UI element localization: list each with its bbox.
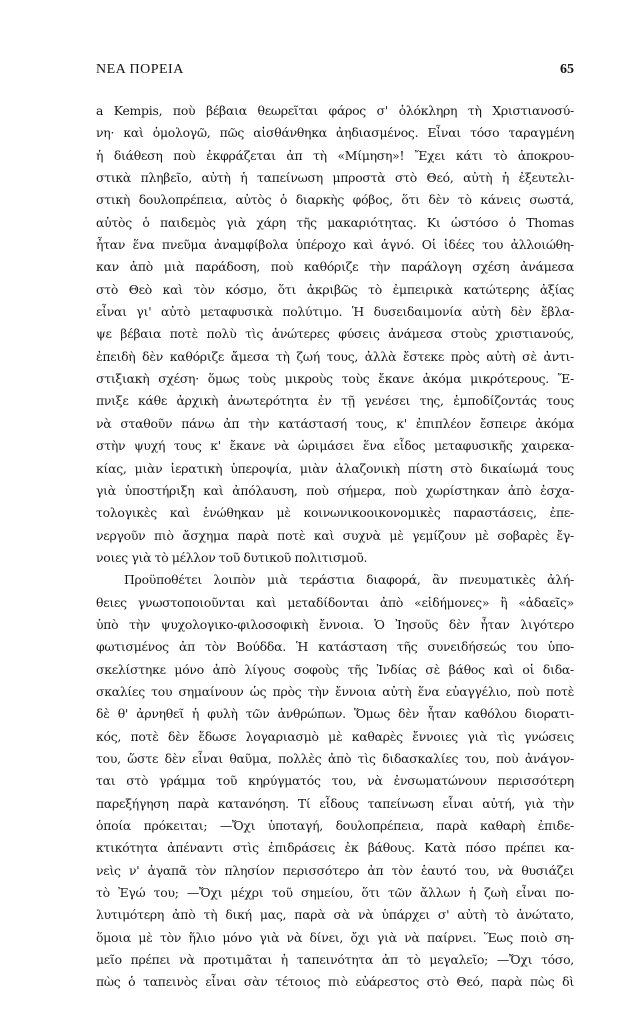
text-line: παρεξήγηση παρὰ κατανόηση. Τί εἶδους ταπείνωση εἶναι αὐτή, γιὰ τὴν	[96, 795, 574, 811]
text-line: νοιες γιὰ τὸ μέλλον τοῦ δυτικοῦ πολιτισμοῦ.	[96, 549, 368, 565]
text-line: πὼς ὁ ταπεινὸς εἶναι σὰν τέτοιος πιὸ εὐάρεστος στὸ Θεό, παρὰ πὼς δὶ	[96, 974, 574, 990]
text-line: τὸ Ἐγώ του; —Ὄχι μέχρι τοῦ σημείου, ὅτι τῶν ἄλλων ἡ ζωὴ εἶναι πο-	[96, 885, 574, 901]
text-line: στιξιακὴ σχέση· ὅμως τοὺς μικροὺς τοὺς ἔκανε ἀκόμα μικρότερους. Ἔ-	[96, 371, 574, 387]
text-line: Προϋποθέτει λοιπὸν μιὰ τεράστια διαφορά, ἂν πνευματικὲς ἀλή-	[124, 572, 574, 588]
text-line: ἡ διάθεση ποὺ ἐκφράζεται ἀπ τὴ «Μίμηση»! Ἔχει κάτι τὸ ἀποκρου-	[96, 147, 574, 163]
text-line: αὐτὸς ὁ παιδεμὸς γιὰ χάρη τῆς μακαριότητας. Κι ὡστόσο ὁ Thomas	[96, 214, 574, 230]
text-line: φωτισμένος ἀπ τὸν Βούδδα. Ἡ κατάσταση τῆς συνειδήσεώς του ὑπο-	[96, 639, 574, 655]
text-line: μεῖο πρέπει νὰ προτιμᾶται ἡ ταπεινότητα ἀπ τὸ μεγαλεῖο; —Ὄχι τόσο,	[96, 952, 574, 968]
text-line: νεὶς ν' ἀγαπᾶ τὸν πλησίον περισσότερο ἀπ τὸν ἑαυτό του, νὰ θυσιάζει	[96, 862, 574, 878]
running-head	[96, 62, 574, 88]
text-line: σκελίστηκε μόνο ἀπὸ λίγους σοφοὺς τῆς Ἰνδίας σὲ βάθος καὶ οἱ διδα-	[96, 661, 574, 677]
page-number: 65	[560, 62, 574, 77]
text-line: στὴν ψυχή τους κ' ἔκανε νὰ ὡριμάσει ἕνα εἶδος μεταφυσικῆς χαιρεκα-	[96, 438, 574, 454]
text-line: στὸ Θεὸ καὶ τὸν κόσμο, ὅτι ἀκριβῶς τὸ ἐμπειρικὰ κατώτερης ἀξίας	[96, 281, 574, 297]
text-line: ὑπὸ τὴν ψυχολογικο-φιλοσοφικὴ ἔννοια. Ὁ Ἰησοῦς δὲν ἦταν λιγότερο	[96, 616, 574, 632]
text-line: ὁποία πρόκειται; —Ὄχι ὑποταγή, δουλοπρέπεια, παρὰ καθαρὴ ἐπιδε-	[96, 818, 574, 833]
text-line: σκαλίες του σημαίνουν ὡς πρὸς τὴν ἔννοια αὐτὴ ἕνα εὐαγγέλιο, ποὺ ποτὲ	[96, 683, 574, 699]
text-line: κός, ποτὲ δὲν ἔδωσε λογαριασμὸ μὲ καθαρὲς ἔννοιες γιὰ τὶς γνώσεις	[96, 728, 574, 744]
text-line: κίας, μιὰν ἱερατικὴ ὑπεροψία, μιὰν ἀλαζονικὴ πίστη στὸ δικαίωμά τους	[96, 460, 574, 476]
text-line: γιὰ ὑποστήριξη καὶ ἀπόλαυση, ποὺ σήμερα, ποὺ χωρίστηκαν ἀπὸ ἐσχα-	[96, 482, 574, 498]
text-line: a Kempis, ποὺ βέβαια θεωρεῖται φάρος σ' ὁλόκληρη τὴ Χριστιανοσύ-	[96, 103, 574, 118]
running-title: ΝΕΑ ΠΟΡΕΙΑ	[96, 62, 184, 77]
text-line: κτικότητα ἀπέναντι στὶς ἐπιδράσεις ἐκ βάθους. Κατὰ πόσο πρέπει κα-	[96, 840, 574, 856]
text-line: δὲ θ' ἀρνηθεῖ ἡ φυλὴ τῶν ἀνθρώπων. Ὅμως δὲν ἦταν καθόλου διορατι-	[96, 706, 574, 722]
text-line: ψε βέβαια ποτὲ πολὺ τὶς ἀνώτερες φύσεις ἀνάμεσα στοὺς χριστιανούς,	[96, 326, 574, 342]
text-line: ὅμοια μὲ τὸν ἥλιο μόνο γιὰ νὰ δίνει, ὄχι γιὰ νὰ παίρνει. Ἕως ποιὸ ση-	[96, 929, 574, 945]
text-line: νη· καὶ ὁμολογῶ, πῶς αἰσθάνθηκα ἀηδιασμένος. Εἶναι τόσο ταραγμένη	[96, 125, 574, 141]
text-line: του, ὥστε δὲν εἶναι θαῦμα, πολλὲς ἀπὸ τὶς διδασκαλίες του, ποὺ ἀνάγον-	[96, 750, 574, 766]
text-line: ἐπειδὴ δὲν καθόριζε ἄμεσα τὴ ζωή τους, ἀλλὰ ἔστεκε πρὸς αὐτὴ σὲ ἀντι-	[96, 348, 574, 364]
text-line: λυτιμότερη ἀπὸ τὴ δική μας, παρὰ σὰ νὰ ὑπάρχει σ' αὐτὴ τὸ ἀνώτατο,	[96, 907, 574, 923]
book-page	[96, 62, 574, 994]
text-line: εἶναι γι' αὐτὸ μεταφυσικὰ πολύτιμο. Ἡ δυσειδαιμονία αὐτὴ δὲν ἔβλα-	[96, 304, 574, 320]
text-line: στικὰ πληβεῖο, αὐτὴ ἡ ταπείνωση μπροστὰ στὸ Θεό, αὐτὴ ἡ ἐξευτελι-	[96, 170, 574, 186]
text-line: ται στὸ γράμμα τοῦ κηρύγματός του, νὰ ἐνσωματώνουν περισσότερη	[96, 773, 574, 789]
text-line: νεργοῦν πιὸ ἄσχημα παρὰ ποτὲ καὶ συχνὰ μὲ γεμίζουν μὲ σοβαρὲς ἔγ-	[96, 527, 574, 543]
text-line: πνιξε κάθε ἀρχικὴ ἀνωτερότητα ἐν τῇ γενέσει της, ἐμποδίζοντάς τους	[96, 393, 574, 409]
text-line: νὰ σταθοῦν πάνω ἀπ τὴν κατάστασή τους, κ' ἐπιπλέον ἔσπειρε ἀκόμα	[96, 415, 574, 431]
text-line: στικὴ δουλοπρέπεια, αὐτὸς ὁ διαρκὴς φόβος, ὅτι δὲν τὸ κάνεις σωστά,	[96, 192, 574, 208]
text-line: τολογικὲς καὶ ἑνώθηκαν μὲ κοινωνικοοικονομικὲς παραστάσεις, ἐπε-	[96, 505, 574, 521]
body-text	[96, 100, 574, 994]
text-line: θειες γνωστοποιοῦνται καὶ μεταδίδονται ἀπὸ «εἰδήμονες» ἢ «ἀδαεῖς»	[96, 594, 574, 610]
text-line: ἦταν ἕνα πνεῦμα ἀναμφίβολα ὑπέροχο καὶ ἁγνό. Οἱ ἰδέες του ἀλλοιώθη-	[96, 237, 574, 253]
text-line: καν ἀπὸ μιὰ παράδοση, ποὺ καθόριζε τὴν παράλογη σχέση ἀνάμεσα	[96, 259, 574, 275]
